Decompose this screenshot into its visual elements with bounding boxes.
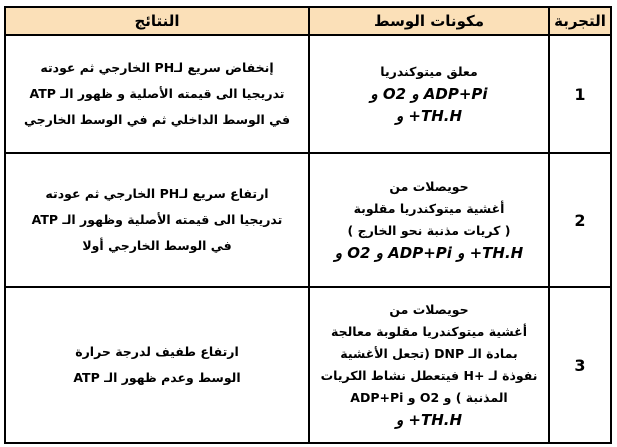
medium-line: معلق ميتوكندريا [380,64,478,79]
result-line: في الوسط الداخلي ثم في الوسط الخارجي [23,112,291,127]
result-line: تدريجيا الى قيمته الأصلية وظهور الـ ATP [31,212,283,227]
results-cell [5,287,309,443]
medium-line: TH.H+ و [395,107,463,125]
result-line: ارتفاع طفيف لدرجة حرارة [75,344,239,359]
medium-line: ( كريات مذنبة نحو الخارج ) [347,223,511,238]
header-medium: مكونات الوسط [309,7,549,35]
result-line: تدريجيا الى قيمته الأصلية و ظهور الـ ATP [29,86,285,101]
medium-line: TH.H+ و [395,411,463,429]
results-cell [5,35,309,153]
medium-line: بمادة الـ DNP (تجعل الأغشية [340,346,518,361]
experiment-number: 3 [549,287,611,443]
experiment-number: 1 [549,35,611,153]
table-row [5,153,611,287]
result-line: إنخفاض سريع لـPH الخارجي ثم عودته [40,60,274,75]
result-line: في الوسط الخارجي أولا [82,238,232,253]
table-header-row [5,7,611,35]
medium-cell [309,35,549,153]
medium-line: أغشية ميتوكندريا مقلوبة [353,201,505,216]
medium-line: نفوذة لـ +H فيتعطل نشاط الكريات [320,368,538,383]
medium-line: حويصلات من [389,302,469,317]
header-experiment: التجربة [549,7,611,35]
results-cell [5,153,309,287]
medium-line: TH.H+ و ADP+Pi و O2 و [334,244,524,262]
medium-line: ADP+Pi و O2 و [370,85,488,103]
experiments-table [4,6,612,444]
medium-line: أغشية ميتوكندريا مقلوبة معالجة [331,324,527,339]
result-line: الوسط وعدم ظهور الـ ATP [73,370,241,385]
table-row [5,287,611,443]
experiment-number: 2 [549,153,611,287]
table-row [5,35,611,153]
medium-line: حويصلات من [389,179,469,194]
result-line: ارتفاع سريع لـPH الخارجي ثم عودته [45,186,269,201]
header-results: النتائج [5,7,309,35]
medium-line: المذنبة ) و O2 و ADP+Pi [350,390,508,405]
medium-cell [309,153,549,287]
medium-cell [309,287,549,443]
